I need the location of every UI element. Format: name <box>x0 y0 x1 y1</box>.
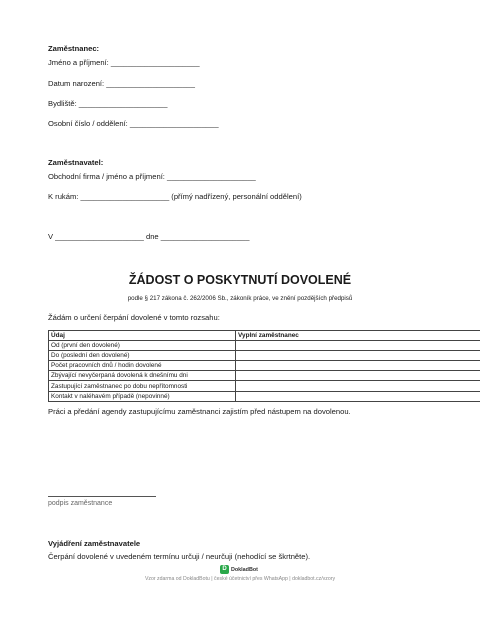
table-row-value-cell[interactable] <box>236 391 480 401</box>
table-row <box>49 371 480 381</box>
employer-attention-line: K rukám: _____________________ (přímý nadřízený, personální oddělení) <box>48 192 302 201</box>
dokladbot-logo-icon: D <box>220 565 229 574</box>
table-row-label: Do (poslední den dovolené) <box>49 351 236 361</box>
employee-heading: Zaměstnanec: <box>48 44 100 53</box>
footer-text: Vzor zdarma od DokladBotu | české účetnictví přes WhatsApp | dokladbot.cz/vzory <box>144 576 336 582</box>
handover-statement: Práci a předání agendy zastupujícímu zaměstnanci zajistím před nástupem na dovolenou. <box>48 407 351 416</box>
leave-details-table <box>48 330 480 402</box>
employer-company-line: Obchodní firma / jméno a příjmení: _____________________ <box>48 172 256 181</box>
signature-line <box>48 496 156 497</box>
signature-label: podpis zaměstnance <box>48 500 113 507</box>
table-row-label: Od (první den dovolené) <box>49 341 236 351</box>
table-header-item: Údaj <box>49 331 236 341</box>
table-row-label: Zastupující zaměstnanec po dobu nepřítomnosti <box>49 381 236 391</box>
table-row-label: Počet pracovních dnů / hodin dovolené <box>49 361 236 371</box>
table-row <box>49 351 480 361</box>
employee-personal-no-line: Osobní číslo / oddělení: _____________________ <box>48 119 219 128</box>
brand-mark <box>220 565 258 574</box>
place-date-line: V _____________________ dne _____________________ <box>48 232 250 241</box>
table-row-value-cell[interactable] <box>236 371 480 381</box>
table-header-row <box>49 331 480 341</box>
document-title: ŽÁDOST O POSKYTNUTÍ DOVOLENÉ <box>128 273 352 287</box>
table-row-value-cell[interactable] <box>236 351 480 361</box>
table-row-value-cell[interactable] <box>236 361 480 371</box>
request-intro: Žádám o určení čerpání dovolené v tomto rozsahu: <box>48 313 220 322</box>
table-row <box>49 391 480 401</box>
table-row <box>49 381 480 391</box>
employee-name-line: Jméno a příjmení: _____________________ <box>48 58 200 67</box>
employer-statement-heading: Vyjádření zaměstnavatele <box>48 539 141 548</box>
table-row-value-cell[interactable] <box>236 341 480 351</box>
table-row-label: Zbývající nevyčerpaná dovolená k dnešnímu dni <box>49 371 236 381</box>
table-row-value-cell[interactable] <box>236 381 480 391</box>
table-row-label: Kontakt v naléhavém případě (nepovinné) <box>49 391 236 401</box>
table-row <box>49 361 480 371</box>
table-row <box>49 341 480 351</box>
employee-birth-line: Datum narození: _____________________ <box>48 79 195 88</box>
employer-heading: Zaměstnavatel: <box>48 158 104 167</box>
document-subtitle: podle § 217 zákona č. 262/2006 Sb., zákoník práce, ve znění pozdějších předpisů <box>127 295 353 302</box>
employer-statement-text: Čerpání dovolené v uvedeném termínu určuji / neurčuji (nehodící se škrtněte). <box>48 552 311 561</box>
table-header-value: Vyplní zaměstnanec <box>236 331 480 341</box>
employee-address-line: Bydliště: _____________________ <box>48 99 168 108</box>
brand-name: DokladBot <box>231 566 258 573</box>
